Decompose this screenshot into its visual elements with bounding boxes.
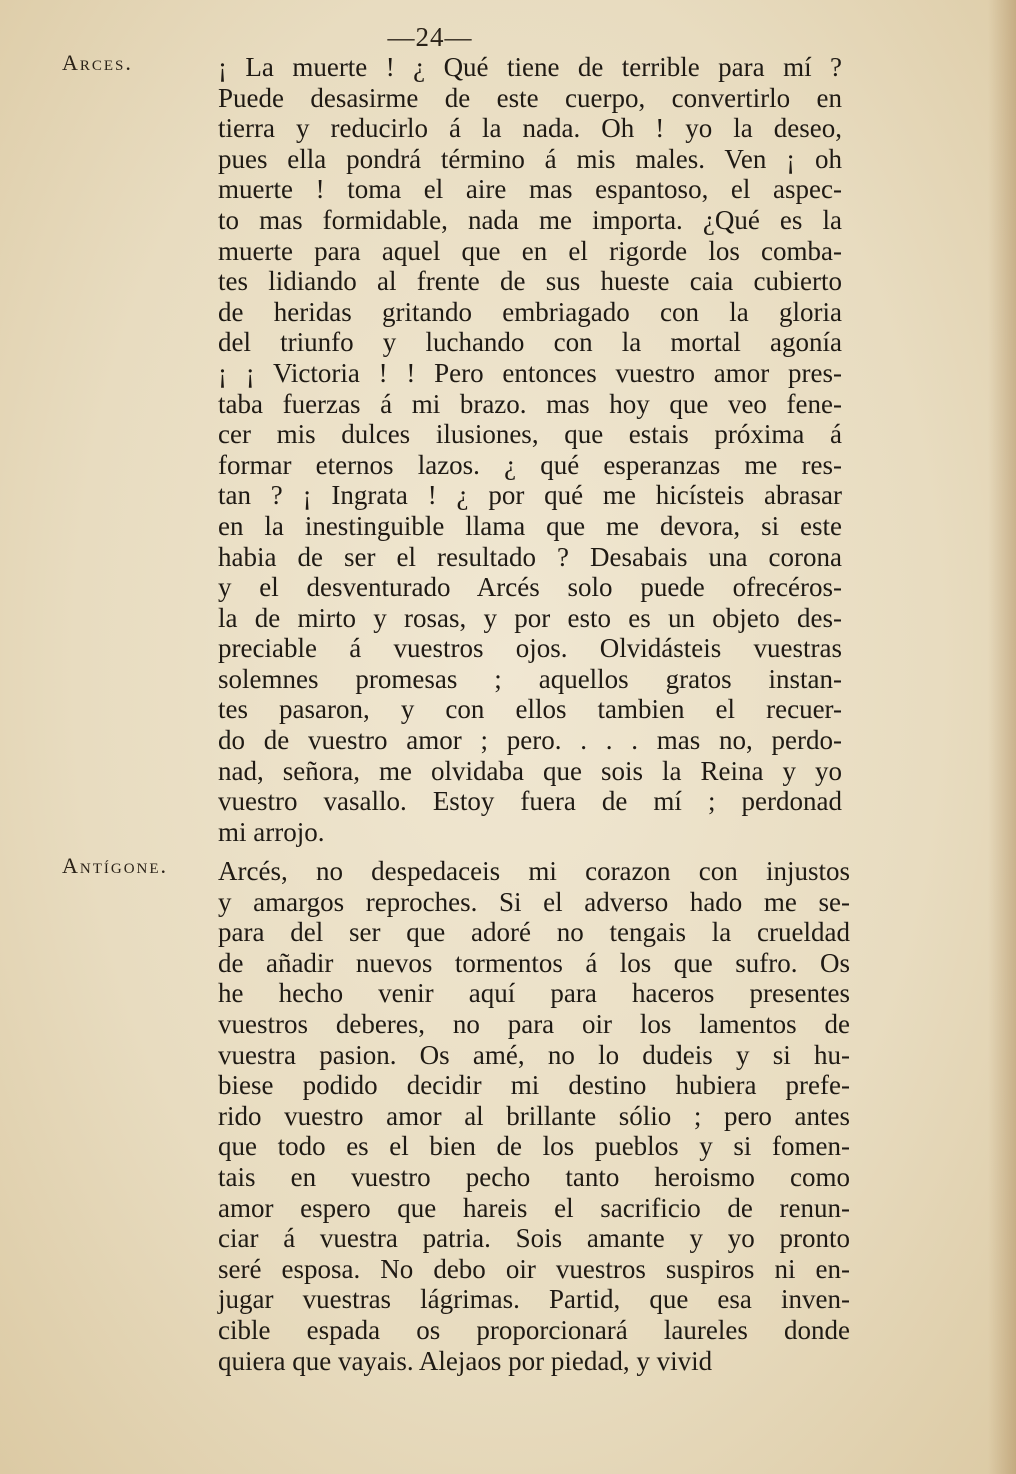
text-line: muerte para aquel que en el rigorde los comba-	[218, 235, 842, 266]
text-line: cer mis dulces ilusiones, que estais próxima á	[218, 419, 842, 450]
text-line: de heridas gritando embriagado con la gloria	[218, 296, 842, 327]
text-line: en la inestinguible llama que me devora, si este	[218, 510, 842, 541]
text-line: ciar á vuestra patria. Sois amante y yo pronto	[218, 1223, 850, 1254]
text-line: ¡ ¡ Victoria ! ! Pero entonces vuestro amor pres-	[218, 357, 842, 388]
text-line: amor espero que hareis el sacrificio de renun-	[218, 1192, 850, 1223]
speech-arces	[218, 52, 842, 847]
text-line: Puede desasirme de este cuerpo, convertirlo en	[218, 82, 842, 113]
text-line: tais en vuestro pecho tanto heroismo como	[218, 1161, 850, 1192]
text-line: nad, señora, me olvidaba que sois la Reina y yo	[218, 755, 842, 786]
text-line: cible espada os proporcionará laureles donde	[218, 1314, 850, 1345]
text-line: tes lidiando al frente de sus hueste caia cubierto	[218, 266, 842, 297]
text-line: biese podido decidir mi destino hubiera prefe-	[218, 1070, 850, 1101]
text-line: rido vuestro amor al brillante sólio ; pero antes	[218, 1100, 850, 1131]
text-line: to mas formidable, nada me importa. ¿Qué es la	[218, 204, 842, 235]
text-line: la de mirto y rosas, y por esto es un objeto des-	[218, 602, 842, 633]
text-line: tierra y reducirlo á la nada. Oh ! yo la deseo,	[218, 113, 842, 144]
text-line: ¡ La muerte ! ¿ Qué tiene de terrible para mí ?	[218, 52, 842, 82]
text-line: muerte ! toma el aire mas espantoso, el aspec-	[218, 174, 842, 205]
text-line: vuestros deberes, no para oir los lamentos de	[218, 1008, 850, 1039]
page-edge-shadow	[988, 0, 1016, 1474]
text-line: para del ser que adoré no tengais la crueldad	[218, 917, 850, 948]
text-line: solemnes promesas ; aquellos gratos instan-	[218, 663, 842, 694]
text-line: jugar vuestras lágrimas. Partid, que esa inven-	[218, 1284, 850, 1315]
text-line: tes pasaron, y con ellos tambien el recuer-	[218, 694, 842, 725]
text-line: habia de ser el resultado ? Desabais una corona	[218, 541, 842, 572]
text-line: taba fuerzas á mi brazo. mas hoy que veo fene-	[218, 388, 842, 419]
text-line: quiera que vayais. Alejaos por piedad, y vivid	[218, 1345, 713, 1376]
text-line: seré esposa. No debo oir vuestros suspiros ni en-	[218, 1253, 850, 1284]
speaker-label-arces: Arces.	[62, 50, 133, 75]
text-line: y el desventurado Arcés solo puede ofrecéros-	[218, 572, 842, 603]
page-number: —24—	[387, 22, 473, 52]
text-line: vuestro vasallo. Estoy fuera de mí ; perdonad	[218, 786, 842, 817]
text-line: formar eternos lazos. ¿ qué esperanzas me res-	[218, 449, 842, 480]
text-line: pues ella pondrá término á mis males. Ven ¡ oh	[218, 143, 842, 174]
text-line: del triunfo y luchando con la mortal agonía	[218, 327, 842, 358]
speech-antigone	[218, 856, 850, 1376]
text-line: que todo es el bien de los pueblos y si fomen-	[218, 1131, 850, 1162]
text-line: Arcés, no despedaceis mi corazon con injustos	[218, 856, 850, 886]
text-line: vuestra pasion. Os amé, no lo dudeis y si hu-	[218, 1039, 850, 1070]
text-line: do de vuestro amor ; pero. . . . mas no, perdo-	[218, 725, 842, 756]
text-line: de añadir nuevos tormentos á los que sufro. Os	[218, 947, 850, 978]
text-line: tan ? ¡ Ingrata ! ¿ por qué me hicísteis abrasar	[218, 480, 842, 511]
text-line: he hecho venir aquí para haceros presentes	[218, 978, 850, 1009]
text-line: mi arrojo.	[218, 816, 325, 847]
text-line: preciable á vuestros ojos. Olvidásteis vuestras	[218, 633, 842, 664]
speaker-label-antigone: Antígone.	[62, 853, 169, 878]
text-line: y amargos reproches. Si el adverso hado me se-	[218, 886, 850, 917]
